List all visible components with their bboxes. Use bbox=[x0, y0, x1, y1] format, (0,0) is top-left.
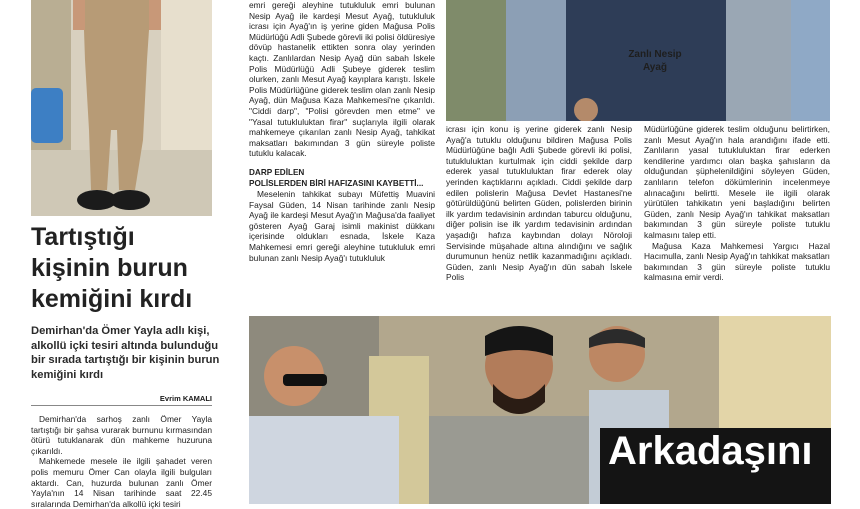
byline: Evrim KAMALI bbox=[31, 394, 212, 406]
paragraph: icrası için konu iş yerine giderek zanlı Nesip Ayağ'a tutuklu olduğunu bildiren Mağusa Polis Müdürlüğüne bağlı Adli Şubede görevli iki polisi, tutukluluktan kurtulmak için ciddi şekilde darp ederek yasal tutukluluktan firar ederek olay yerinden kaçtıklarını açıkladı. Ciddi şekilde darp edilen polislerin Mağusa Devlet Hastanesi'ne götürüldüğünü belirten Güden, polislerden birinin ilk yardım tedavisinin ardından taburcu olduğunu, diğer polisin ise ilk yardım tedavisinin ardından yaşadığı hafıza kaybından dolayı Nöroloji Servisinde müşahade altına alındığını ve sağlık durumunun henüz netlik kazanmadığını açıkladı. Güden, zanlı Nesip Ayağ'ın dün sabah İskele Polis bbox=[446, 124, 632, 283]
middle-column bbox=[249, 0, 435, 263]
paragraph: Meselenin tahkikat subayı Müfettiş Muavini Faysal Güden, 14 Nisan tarihinde zanlı Nesip Ayağ ile kardeşi Mesut Ayağ'ın Mağusa'da faaliyet gösteren Ayağ Garaj isimli makinist dükkanı içerisinde oldukları esnada, İskele Kaza Mahkemesi emri gereği aleyhine tutukluluk emri bulunan zanlı Nesip Ayağ'ı tutukluluk bbox=[249, 189, 435, 263]
headline-photo: Arkadaşını bbox=[600, 428, 831, 504]
photo-caption: Zanlı Nesip Ayağ bbox=[628, 49, 682, 73]
headline-left: Tartıştığı kişinin burun kemiğini kırdı bbox=[31, 223, 193, 313]
paragraph: Mahkemede mesele ile ilgili şahadet veren polis memuru Ömer Can olayla ilgili bulguları aktardı. Can, huzurda bulunan zanlı Ömer Yayla'nın 14 Nisan tarihinde saat 22.45 sıralarında Demirhan'da alkollü içki tesiri bbox=[31, 456, 212, 509]
paragraph: Demirhan'da sarhoş zanlı Ömer Yayla tartıştığı bir şahsa vurarak burnunu kırmasından ötürü tutuklanarak dün mahkeme huzuruna çıkarıldı. bbox=[31, 414, 212, 456]
paragraph: emri gereği aleyhine tutukluluk emri bulunan Nesip Ayağ ile kardeşi Mesut Ayağ, tutukluluk icrası için Ayağ'ın iş yerine giden Mağusa Polis Müdürlüğü Adli Şubede görevli iki polisi öldüresiye dövüp hastanelik ettikten sonra olay yerinden kaçtı. Zanlılardan Nesip Ayağ dün sabah İskele Polis Müdürlüğü Adli Şubeye giderek teslim olurken, zanlı Mesut Ayağ kayıplara karıştı. İskele Polis Müdürlüğüne giderek teslim olan zanlı Nesip Ayağ, dün Mağusa Kaza Mahkemesi'ne çıkarıldı. "Ciddi darp", "Polisi görevden men etme" ve "Yasal tutukluluktan firar" suçlarıyla ilgili olarak mahkemeye çıkarılan zanlı Nesip Ayağ, tahkikat maksatları bakımından 3 gün süreyle poliste tutuklu kalacak. bbox=[249, 0, 435, 159]
subhead: DARP EDİLEN bbox=[249, 167, 305, 177]
right-column-b bbox=[644, 124, 830, 283]
paragraph: Müdürlüğüne giderek teslim olduğunu belirtirken, zanlı Mesut Ayağ'ın hala arandığını ifade etti. Zanlıların yasal tutukluluktan firar ederken kendilerine yardımcı olan başka şahısların da olduğundan şüphelenildiğini söyleyen Güden, zanlıların telefon dökümlerinin incelenmeye alınacağını belirtti. Mesele ile ilgili olarak yürütülen tahkikatın yeni başladığını belirten Güden, zanlı Nesip Ayağ'ın tahkikat maksatları bakımından 3 gün süreyle poliste tutuklu kalmasını talep etti. bbox=[644, 124, 830, 240]
deck-left: Demirhan'da Ömer Yayla adlı kişi, alkollü içki tesiri altında bulunduğu bir sırada tartıştığı bir kişinin burun kemiğini kırdı bbox=[31, 325, 220, 381]
subhead: POLİSLERDEN BİRİ HAFIZASINI KAYBETTİ... bbox=[249, 178, 424, 188]
left-article-body bbox=[31, 414, 212, 509]
right-column-a bbox=[446, 124, 632, 283]
photo-man-standing bbox=[31, 0, 212, 216]
paragraph: Mağusa Kaza Mahkemesi Yargıcı Hazal Hacımulla, zanlı Nesip Ayağ'ın tahkikat maksatları bakımından 3 gün süreyle poliste tutuklu kalmasına emir verdi. bbox=[644, 240, 830, 283]
